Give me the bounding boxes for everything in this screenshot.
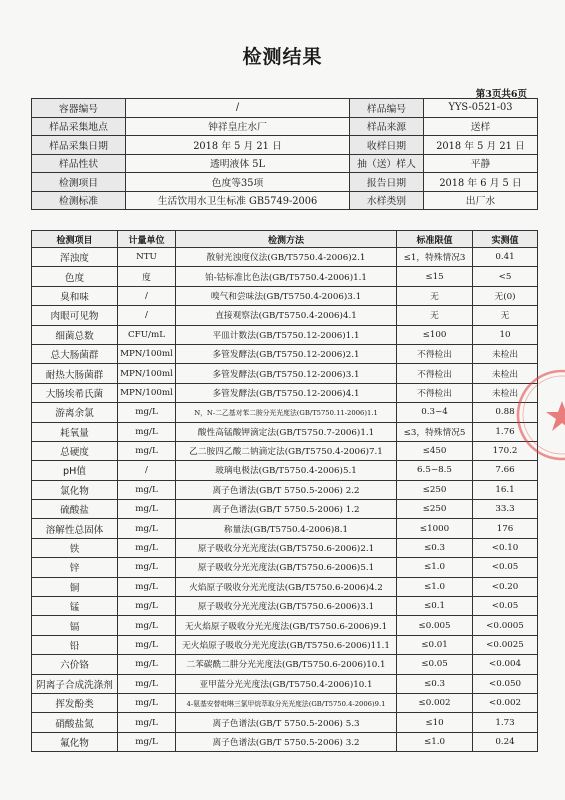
result-limit: 无 <box>397 286 473 305</box>
result-method: 铂-钴标准比色法(GB/T5750.4-2006)1.1 <box>176 267 397 286</box>
results-header-row <box>32 231 538 248</box>
result-method: 离子色谱法(GB/T 5750.5-2006) 2.2 <box>176 480 397 499</box>
result-limit: ≤250 <box>397 480 473 499</box>
result-limit: ≤0.05 <box>397 655 473 674</box>
result-row <box>32 383 538 402</box>
result-item: 总大肠菌群 <box>32 344 118 363</box>
result-measured: <0.0005 <box>473 616 538 635</box>
result-method: 离子色谱法(GB/T 5750.5-2006) 1.2 <box>176 500 397 519</box>
result-unit: mg/L <box>118 577 176 596</box>
result-unit: mg/L <box>118 538 176 557</box>
document-title: 检测结果 <box>242 46 323 68</box>
result-method: N，N-二乙基对苯二胺分光光度法(GB/T5750.11-2006)1.1 <box>176 403 397 422</box>
result-unit: mg/L <box>118 441 176 460</box>
result-item: 大肠埃希氏菌 <box>32 383 118 402</box>
result-row <box>32 480 538 499</box>
result-unit: / <box>118 286 176 305</box>
result-method: 多管发酵法(GB/T5750.12-2006)4.1 <box>176 383 397 402</box>
result-unit: mg/L <box>118 674 176 693</box>
result-unit: mg/L <box>118 422 176 441</box>
result-method: 4-氨基安替吡啉三氯甲烷萃取分光光度法(GB/T5750.4-2006)9.1 <box>176 693 397 712</box>
result-unit: NTU <box>118 248 176 267</box>
result-item: 浑浊度 <box>32 248 118 267</box>
info-label: 抽（送）样人 <box>350 154 424 173</box>
info-label: 样品编号 <box>350 99 424 118</box>
result-row <box>32 558 538 577</box>
result-item: 铁 <box>32 538 118 557</box>
result-item: 挥发酚类 <box>32 693 118 712</box>
info-value: 2018 年 6 月 5 日 <box>424 173 538 192</box>
result-measured: 0.24 <box>473 732 538 751</box>
info-value: 2018 年 5 月 21 日 <box>126 136 350 155</box>
info-value: 生活饮用水卫生标准 GB5749-2006 <box>126 191 350 210</box>
result-measured: <5 <box>473 267 538 286</box>
result-measured: 33.3 <box>473 500 538 519</box>
result-measured: 10 <box>473 325 538 344</box>
result-unit: mg/L <box>118 693 176 712</box>
info-label: 报告日期 <box>350 173 424 192</box>
result-row <box>32 616 538 635</box>
result-measured: 1.76 <box>473 422 538 441</box>
info-value: 透明液体 5L <box>126 154 350 173</box>
result-unit: mg/L <box>118 713 176 732</box>
result-limit: 不得检出 <box>397 383 473 402</box>
result-unit: mg/L <box>118 597 176 616</box>
result-row <box>32 364 538 383</box>
result-row <box>32 461 538 480</box>
result-item: 色度 <box>32 267 118 286</box>
result-method: 嗅气和尝味法(GB/T5750.4-2006)3.1 <box>176 286 397 305</box>
result-row <box>32 325 538 344</box>
result-limit: ≤250 <box>397 500 473 519</box>
result-row <box>32 538 538 557</box>
result-unit: mg/L <box>118 558 176 577</box>
result-measured: <0.050 <box>473 674 538 693</box>
result-unit: mg/L <box>118 635 176 654</box>
result-limit: ≤100 <box>397 325 473 344</box>
info-label: 样品采集日期 <box>32 136 126 155</box>
result-item: 氯化物 <box>32 480 118 499</box>
result-limit: ≤1.0 <box>397 732 473 751</box>
info-row-test-items <box>32 173 538 192</box>
result-row <box>32 441 538 460</box>
info-row-test-standard <box>32 191 538 210</box>
result-limit: ≤0.3 <box>397 538 473 557</box>
result-method: 亚甲蓝分光光度法(GB/T5750.4-2006)10.1 <box>176 674 397 693</box>
result-row <box>32 577 538 596</box>
info-value: 平静 <box>424 154 538 173</box>
result-unit: mg/L <box>118 519 176 538</box>
result-method: 乙二胺四乙酸二钠滴定法(GB/T5750.4-2006)7.1 <box>176 441 397 460</box>
result-item: 游离余氯 <box>32 403 118 422</box>
page-number: 第3页共6页 <box>475 89 527 100</box>
info-label: 检测项目 <box>32 173 126 192</box>
result-item: 铅 <box>32 635 118 654</box>
info-value: / <box>126 99 350 118</box>
result-unit: mg/L <box>118 655 176 674</box>
result-limit: ≤10 <box>397 713 473 732</box>
info-row-container-no <box>32 99 538 118</box>
info-value: 2018 年 5 月 21 日 <box>424 136 538 155</box>
result-unit: mg/L <box>118 403 176 422</box>
result-measured: 0.41 <box>473 248 538 267</box>
result-row <box>32 655 538 674</box>
result-limit: ≤1.0 <box>397 558 473 577</box>
result-row <box>32 519 538 538</box>
result-measured: 0.88 <box>473 403 538 422</box>
result-method: 称量法(GB/T5750.4-2006)8.1 <box>176 519 397 538</box>
info-value: 色度等35项 <box>126 173 350 192</box>
result-unit: mg/L <box>118 616 176 635</box>
result-unit: MPN/100ml <box>118 364 176 383</box>
info-value: 送样 <box>424 117 538 136</box>
result-limit: ≤0.1 <box>397 597 473 616</box>
result-row <box>32 597 538 616</box>
info-label: 收样日期 <box>350 136 424 155</box>
result-unit: MPN/100ml <box>118 383 176 402</box>
info-label: 容器编号 <box>32 99 126 118</box>
result-item: 耗氧量 <box>32 422 118 441</box>
result-row <box>32 674 538 693</box>
result-method: 离子色谱法(GB/T 5750.5-2006) 5.3 <box>176 713 397 732</box>
info-row-sampling-site <box>32 117 538 136</box>
result-item: pH值 <box>32 461 118 480</box>
sample-info-table <box>31 98 538 210</box>
result-method: 无火焰原子吸收分光光度法(GB/T5750.6-2006)9.1 <box>176 616 397 635</box>
info-value: 钟祥皇庄水厂 <box>126 117 350 136</box>
result-limit: 6.5~8.5 <box>397 461 473 480</box>
result-limit: ≤0.005 <box>397 616 473 635</box>
result-method: 玻璃电极法(GB/T5750.4-2006)5.1 <box>176 461 397 480</box>
result-item: 六价铬 <box>32 655 118 674</box>
result-unit: mg/L <box>118 500 176 519</box>
result-limit: ≤1000 <box>397 519 473 538</box>
result-item: 氟化物 <box>32 732 118 751</box>
result-measured: 未检出 <box>473 364 538 383</box>
result-measured: <0.0025 <box>473 635 538 654</box>
info-row-sample-appearance <box>32 154 538 173</box>
header-measured: 实测值 <box>473 231 538 248</box>
result-method: 原子吸收分光光度法(GB/T5750.6-2006)2.1 <box>176 538 397 557</box>
result-method: 多管发酵法(GB/T5750.12-2006)3.1 <box>176 364 397 383</box>
result-method: 离子色谱法(GB/T 5750.5-2006) 3.2 <box>176 732 397 751</box>
result-measured: 1.73 <box>473 713 538 732</box>
result-limit: 不得检出 <box>397 344 473 363</box>
result-measured: <0.10 <box>473 538 538 557</box>
info-label: 样品性状 <box>32 154 126 173</box>
result-measured: 176 <box>473 519 538 538</box>
result-method: 散射光浊度仪法(GB/T5750.4-2006)2.1 <box>176 248 397 267</box>
result-row <box>32 422 538 441</box>
result-limit: ≤0.002 <box>397 693 473 712</box>
result-row <box>32 693 538 712</box>
result-measured: <0.002 <box>473 693 538 712</box>
result-limit: ≤0.3 <box>397 674 473 693</box>
result-item: 肉眼可见物 <box>32 306 118 325</box>
result-limit: ≤15 <box>397 267 473 286</box>
result-row <box>32 635 538 654</box>
result-row <box>32 286 538 305</box>
result-measured: <0.20 <box>473 577 538 596</box>
result-measured: 未检出 <box>473 344 538 363</box>
result-method: 原子吸收分光光度法(GB/T5750.6-2006)5.1 <box>176 558 397 577</box>
result-item: 锌 <box>32 558 118 577</box>
result-limit: ≤0.01 <box>397 635 473 654</box>
result-method: 直接观察法(GB/T5750.4-2006)4.1 <box>176 306 397 325</box>
result-item: 硫酸盐 <box>32 500 118 519</box>
results-table <box>31 230 538 752</box>
result-unit: mg/L <box>118 732 176 751</box>
result-unit: 度 <box>118 267 176 286</box>
result-item: 总硬度 <box>32 441 118 460</box>
header-limit: 标准限值 <box>397 231 473 248</box>
header-method: 检测方法 <box>176 231 397 248</box>
info-row-sampling-date <box>32 136 538 155</box>
info-label: 样品采集地点 <box>32 117 126 136</box>
result-method: 原子吸收分光光度法(GB/T5750.6-2006)3.1 <box>176 597 397 616</box>
result-limit: 无 <box>397 306 473 325</box>
result-item: 镉 <box>32 616 118 635</box>
result-item: 铜 <box>32 577 118 596</box>
result-method: 二苯碳酰二肼分光光度法(GB/T5750.6-2006)10.1 <box>176 655 397 674</box>
result-measured: 未检出 <box>473 383 538 402</box>
result-item: 细菌总数 <box>32 325 118 344</box>
header-item: 检测项目 <box>32 231 118 248</box>
info-label: 样品来源 <box>350 117 424 136</box>
result-method: 多管发酵法(GB/T5750.12-2006)2.1 <box>176 344 397 363</box>
result-unit: MPN/100ml <box>118 344 176 363</box>
result-row <box>32 713 538 732</box>
result-limit: 0.3~4 <box>397 403 473 422</box>
result-measured: 170.2 <box>473 441 538 460</box>
result-row <box>32 344 538 363</box>
result-item: 溶解性总固体 <box>32 519 118 538</box>
result-item: 阴离子合成洗涤剂 <box>32 674 118 693</box>
result-measured: 无 <box>473 306 538 325</box>
result-measured: <0.004 <box>473 655 538 674</box>
result-row <box>32 306 538 325</box>
result-method: 无火焰原子吸收分光光度法(GB/T5750.6-2006)11.1 <box>176 635 397 654</box>
result-row <box>32 403 538 422</box>
result-method: 火焰原子吸收分光光度法(GB/T5750.6-2006)4.2 <box>176 577 397 596</box>
info-value: YYS-0521-03 <box>424 99 538 118</box>
result-row <box>32 248 538 267</box>
result-item: 硝酸盐氮 <box>32 713 118 732</box>
result-method: 平皿计数法(GB/T5750.12-2006)1.1 <box>176 325 397 344</box>
info-label: 检测标准 <box>32 191 126 210</box>
result-limit: ≤1，特殊情况3 <box>397 248 473 267</box>
result-method: 酸性高锰酸钾滴定法(GB/T5750.7-2006)1.1 <box>176 422 397 441</box>
result-measured: 16.1 <box>473 480 538 499</box>
result-measured: 无(0) <box>473 286 538 305</box>
result-row <box>32 500 538 519</box>
result-limit: ≤1.0 <box>397 577 473 596</box>
result-row <box>32 732 538 751</box>
result-unit: / <box>118 461 176 480</box>
result-row <box>32 267 538 286</box>
result-item: 耐热大肠菌群 <box>32 364 118 383</box>
result-measured: <0.05 <box>473 597 538 616</box>
info-value: 出厂水 <box>424 191 538 210</box>
result-measured: 7.66 <box>473 461 538 480</box>
result-item: 锰 <box>32 597 118 616</box>
info-label: 水样类别 <box>350 191 424 210</box>
result-unit: mg/L <box>118 480 176 499</box>
result-measured: <0.05 <box>473 558 538 577</box>
header-unit: 计量单位 <box>118 231 176 248</box>
result-unit: CFU/mL <box>118 325 176 344</box>
result-item: 臭和味 <box>32 286 118 305</box>
result-limit: ≤450 <box>397 441 473 460</box>
result-unit: / <box>118 306 176 325</box>
result-limit: ≤3，特殊情况5 <box>397 422 473 441</box>
result-limit: 不得检出 <box>397 364 473 383</box>
